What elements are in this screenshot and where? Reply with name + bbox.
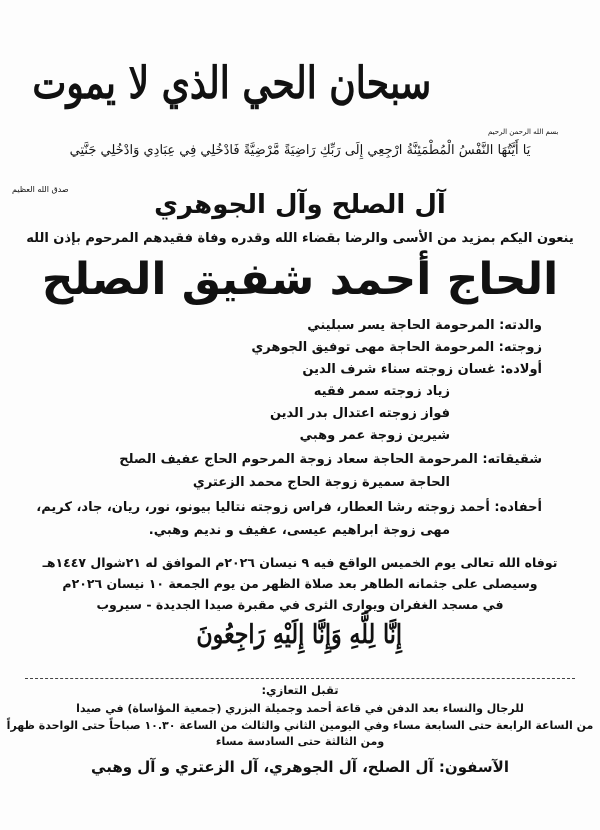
deceased-name: الحاج أحمد شفيق الصلح <box>41 254 559 305</box>
basmala: بسم الله الرحمن الرحيم <box>488 128 559 136</box>
calligraphy-logo-text: سبحان الحي الذي لا يموت <box>32 58 432 109</box>
grandchildren-line: مهى زوجة ابراهيم عيسى، عفيف و نديم وهبي. <box>148 523 450 538</box>
children-line: أولاده: غسان زوجته سناء شرف الدين <box>302 362 542 377</box>
grandchildren-line: أحفاده: أحمد زوجته رشا العطار، فراس زوجته نتاليا بيونو، نور، ريان، جاد، كريم، <box>36 500 542 515</box>
family-title: آل الصلح وآل الجوهري <box>154 190 446 220</box>
mourners-line: الآسفون: آل الصلح، آل الجوهري، آل الزعتري و آل وهبي <box>91 758 509 776</box>
children-line: شيرين زوجة عمر وهبي <box>299 428 450 443</box>
sadaq-allah: صدق الله العظيم <box>12 185 69 194</box>
funeral-line: توفاه الله تعالى يوم الخميس الواقع فيه ٩ نيسان ٢٠٢٦م الموافق له ٢١شوال ١٤٤٧هـ <box>42 555 558 570</box>
condolences-line: للرجال والنساء بعد الدفن في قاعة أحمد وجميلة البزري (جمعية المؤاساة) في صيدا <box>76 702 524 715</box>
children-line: زياد زوجته سمر فقيه <box>313 384 450 399</box>
condolences-line: من الساعة الرابعة حتى السابعة مساء وفي اليومين الثاني والثالث من الساعة ١٠.٣٠ صباحاً حتى الواحدة ظهراً <box>6 719 594 732</box>
closing-phrase: إِنَّا لِلَّهِ وَإِنَّا إِلَيْهِ رَاجِعُونَ <box>196 620 402 650</box>
funeral-line: في مسجد الغفران ويوارى الثرى في مقبرة صيدا الجديدة - سيروب <box>96 597 504 612</box>
wife-line: زوجته: المرحومة الحاجة مهى توفيق الجوهري <box>251 340 542 355</box>
divider <box>25 678 575 679</box>
sisters-line: الحاجة سميرة زوجة الحاج محمد الزعتري <box>192 475 450 490</box>
children-line: فواز زوجته اعتدال بدر الدين <box>269 406 450 421</box>
funeral-line: وسيصلى على جثمانه الطاهر بعد صلاة الظهر من يوم الجمعة ١٠ نيسان ٢٠٢٦م <box>62 576 538 591</box>
mother-line: والدته: المرحومة الحاجة يسر سبليني <box>307 318 542 333</box>
condolences-title: تقبل التعازي: <box>261 683 339 697</box>
quran-verse: يَا أَيَّتُهَا النَّفْسُ الْمُطْمَئِنَّةُ ارْجِعِي إِلَى رَبِّكِ رَاضِيَةً مَّرْضِيَّةً فَادْخُلِي فِي عِبَادِي وَادْخُلِي جَنَّتِي <box>69 143 531 158</box>
calligraphy-logo <box>32 58 460 128</box>
closing-calligraphy <box>180 620 420 668</box>
condolences-line: ومن الثالثة حتى السادسة مساء <box>215 735 385 748</box>
announcement: ينعون اليكم بمزيد من الأسى والرضا بقضاء الله وقدره وفاة فقيدهم المرحوم بإذن الله <box>26 231 574 246</box>
sisters-line: شقيقاته: المرحومة الحاجة سعاد زوجة المرحوم الحاج عفيف الصلح <box>119 452 542 467</box>
